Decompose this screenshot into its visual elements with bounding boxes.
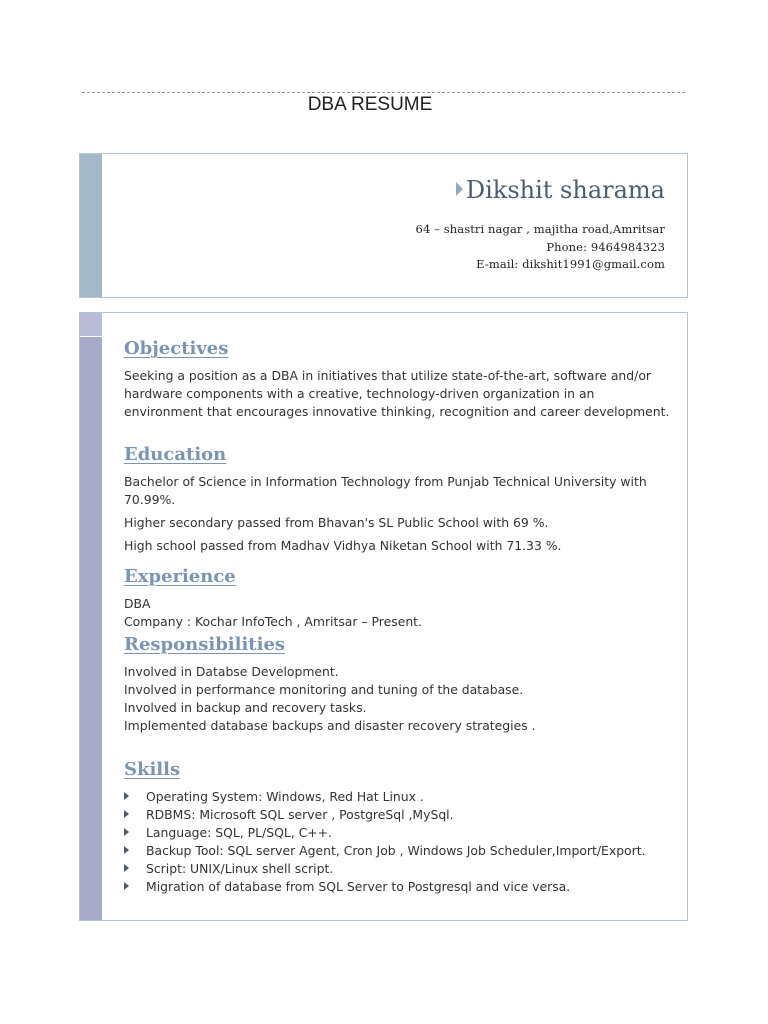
responsibility-item: Involved in Databse Development. [124,664,339,679]
experience-role: DBA [124,596,151,611]
skill-item-text: Language: SQL, PL/SQL, C++. [146,825,332,840]
header-accent-bar [80,154,102,297]
skill-item [124,824,332,842]
skill-item [124,860,333,878]
skill-item-text: Backup Tool: SQL server Agent, Cron Job , Windows Job Scheduler,Import/Export. [146,843,646,858]
objectives-line: hardware components with a creative, technology-driven organization in an [124,386,595,401]
skill-item-text: Operating System: Windows, Red Hat Linux . [146,789,424,804]
experience-company: Company : Kochar InfoTech , Amritsar – Present. [124,614,422,629]
header-box [79,153,688,298]
triangle-bullet-icon [124,846,129,854]
objectives-line: environment that encourages innovative thinking, recognition and career development. [124,404,670,419]
skill-item-text: Script: UNIX/Linux shell script. [146,861,334,876]
candidate-name [456,176,665,204]
main-accent-bar-top [80,313,102,336]
top-divider [82,92,685,93]
experience-heading: Experience [124,566,236,587]
triangle-bullet-icon [124,810,129,818]
skills-heading: Skills [124,759,181,780]
skill-item [124,788,424,806]
education-heading: Education [124,444,227,465]
responsibility-item: Involved in backup and recovery tasks. [124,700,367,715]
objectives-line: Seeking a position as a DBA in initiatives that utilize state-of-the-art, software and/or [124,368,651,383]
skill-item [124,842,646,860]
skill-item-text: Migration of database from SQL Server to Postgresql and vice versa. [146,879,571,894]
education-line: Bachelor of Science in Information Technology from Punjab Technical University with [124,474,647,489]
education-line: High school passed from Madhav Vidhya Niketan School with 71.33 %. [124,538,562,553]
education-line: Higher secondary passed from Bhavan's SL Public School with 69 %. [124,515,549,530]
main-accent-bar [80,313,102,920]
main-accent-bar-divider [80,336,102,337]
triangle-bullet-icon [124,882,129,890]
skill-item [124,806,454,824]
skill-item [124,878,570,896]
triangle-bullet-icon [124,792,129,800]
skill-item-text: RDBMS: Microsoft SQL server , PostgreSql ,MySql. [146,807,454,822]
triangle-marker-icon [456,182,463,196]
phone: Phone: 9464984323 [546,240,665,254]
responsibility-item: Involved in performance monitoring and tuning of the database. [124,682,524,697]
document-title: DBA RESUME [307,94,433,115]
candidate-name-text: Dikshit sharama [465,176,665,204]
objectives-heading: Objectives [124,338,229,359]
triangle-bullet-icon [124,864,129,872]
education-line: 70.99%. [124,492,176,507]
email: E-mail: dikshit1991@gmail.com [476,257,665,271]
address: 64 – shastri nagar , majitha road,Amritsar [415,222,665,236]
responsibilities-heading: Responsibilities [124,634,286,655]
responsibility-item: Implemented database backups and disaster recovery strategies . [124,718,536,733]
triangle-bullet-icon [124,828,129,836]
